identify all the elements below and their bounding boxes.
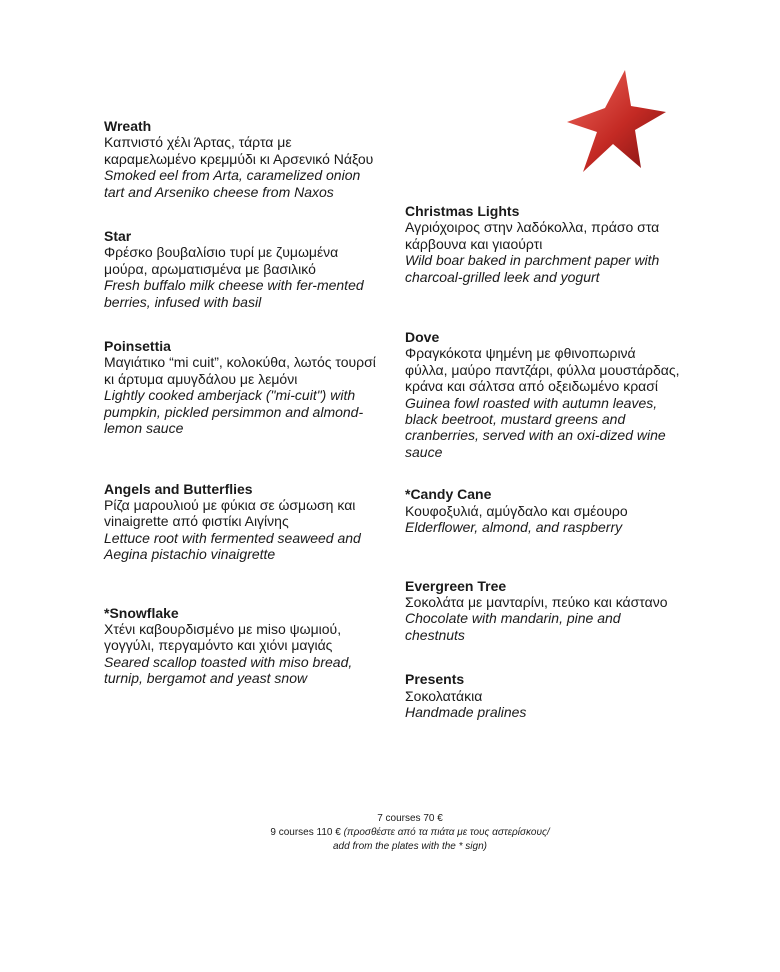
- dish-description-english: Fresh buffalo milk cheese with fer-mented berries, infused with basil: [104, 277, 364, 310]
- dish-description-english: Elderflower, almond, and raspberry: [405, 519, 623, 536]
- price-9-courses: 9 courses 110 €: [270, 827, 341, 838]
- dish-description-english: Handmade pralines: [405, 703, 527, 720]
- dish-name: Angels and Butterflies: [104, 480, 253, 497]
- dish-name: Presents: [405, 671, 465, 688]
- dish-angels-and-butterflies: [104, 481, 379, 563]
- menu-column-right: [405, 203, 680, 720]
- dish-description-greek: Αγριόχοιρος στην λαδόκολλα, πράσο στα κάρβουνα και γιαούρτι: [405, 219, 660, 252]
- red-star-icon: [565, 68, 667, 174]
- star-shape: [567, 70, 666, 172]
- dish-description-greek: Σοκολατάκια: [405, 687, 483, 704]
- dish-candy-cane: [405, 486, 680, 535]
- dish-dove: [405, 329, 680, 460]
- dish-name: *Snowflake: [104, 604, 179, 621]
- price-9-courses-line: [190, 826, 630, 840]
- dish-description-greek: Φραγκόκοτα ψημένη με φθινοπωρινά φύλλα, μαύρο παντζάρι, φύλλα μουστάρδας, κράνα και σάλτσα από οξειδωμένο κρασί: [405, 345, 680, 395]
- dish-star: [104, 228, 379, 310]
- dish-description-english: Lightly cooked amberjack ("mi-cuit") with pumpkin, pickled persimmon and almond-lemon sauce: [104, 387, 364, 437]
- dish-presents: [405, 671, 680, 720]
- asterisk-note-english: add from the plates with the * sign): [333, 841, 487, 852]
- dish-description-english: Smoked eel from Arta, caramelized onion tart and Arseniko cheese from Naxos: [104, 167, 361, 200]
- dish-christmas-lights: [405, 203, 680, 285]
- dish-description-greek: Καπνιστό χέλι Άρτας, τάρτα με καραμελωμένο κρεμμύδι κι Αρσενικό Νάξου: [104, 134, 374, 167]
- dish-description-greek: Χτένι καβουρδισμένο με miso ψωμιού, γογγύλι, περγαμόντο και χιόνι μαγιάς: [104, 620, 342, 654]
- price-footer: [190, 812, 630, 854]
- dish-description-english: Lettuce root with fermented seaweed and Aegina pistachio vinaigrette: [104, 529, 361, 563]
- menu-column-left: [104, 118, 379, 687]
- price-7-courses: 7 courses 70 €: [377, 813, 443, 824]
- dish-name: Star: [104, 228, 132, 245]
- dish-description-greek: Μαγιάτικο “mi cuit”, κολοκύθα, λωτός τουρσί κι άρτυμα αμυγδάλου με λεμόνι: [104, 354, 376, 387]
- dish-name: Dove: [405, 329, 440, 346]
- dish-name: Christmas Lights: [405, 203, 520, 219]
- dish-description-greek: Σοκολάτα με μανταρίνι, πεύκο και κάστανο: [405, 593, 668, 610]
- dish-name: Poinsettia: [104, 338, 171, 355]
- dish-description-english: Guinea fowl roasted with autumn leaves, black beetroot, mustard greens and cranberries, served with an oxi-dized wine sauce: [405, 394, 666, 460]
- dish-description-english: Wild boar baked in parchment paper with charcoal-grilled leek and yogurt: [405, 252, 660, 285]
- dish-name: Wreath: [104, 118, 152, 134]
- asterisk-note-greek: (προσθέστε από τα πιάτα με τους αστερίσκους/: [343, 827, 550, 838]
- dish-description-greek: Κουφοξυλιά, αμύγδαλο και σμέουρο: [405, 502, 628, 519]
- dish-evergreen-tree: [405, 578, 680, 644]
- dish-description-greek: Ρίζα μαρουλιού με φύκια σε ώσμωση και vinaigrette από φιστίκι Αιγίνης: [104, 496, 356, 530]
- dish-description-english: Seared scallop toasted with miso bread, turnip, bergamot and yeast snow: [104, 653, 353, 687]
- dish-wreath: [104, 118, 379, 200]
- dish-description-greek: Φρέσκο βουβαλίσιο τυρί με ζυμωμένα μούρα, αρωματισμένα με βασιλικό: [104, 244, 339, 277]
- dish-description-english: Chocolate with mandarin, pine and chestnuts: [405, 610, 621, 643]
- dish-name: *Candy Cane: [405, 486, 492, 503]
- dish-poinsettia: [104, 338, 379, 436]
- dish-snowflake: [104, 605, 379, 687]
- dish-name: Evergreen Tree: [405, 577, 507, 594]
